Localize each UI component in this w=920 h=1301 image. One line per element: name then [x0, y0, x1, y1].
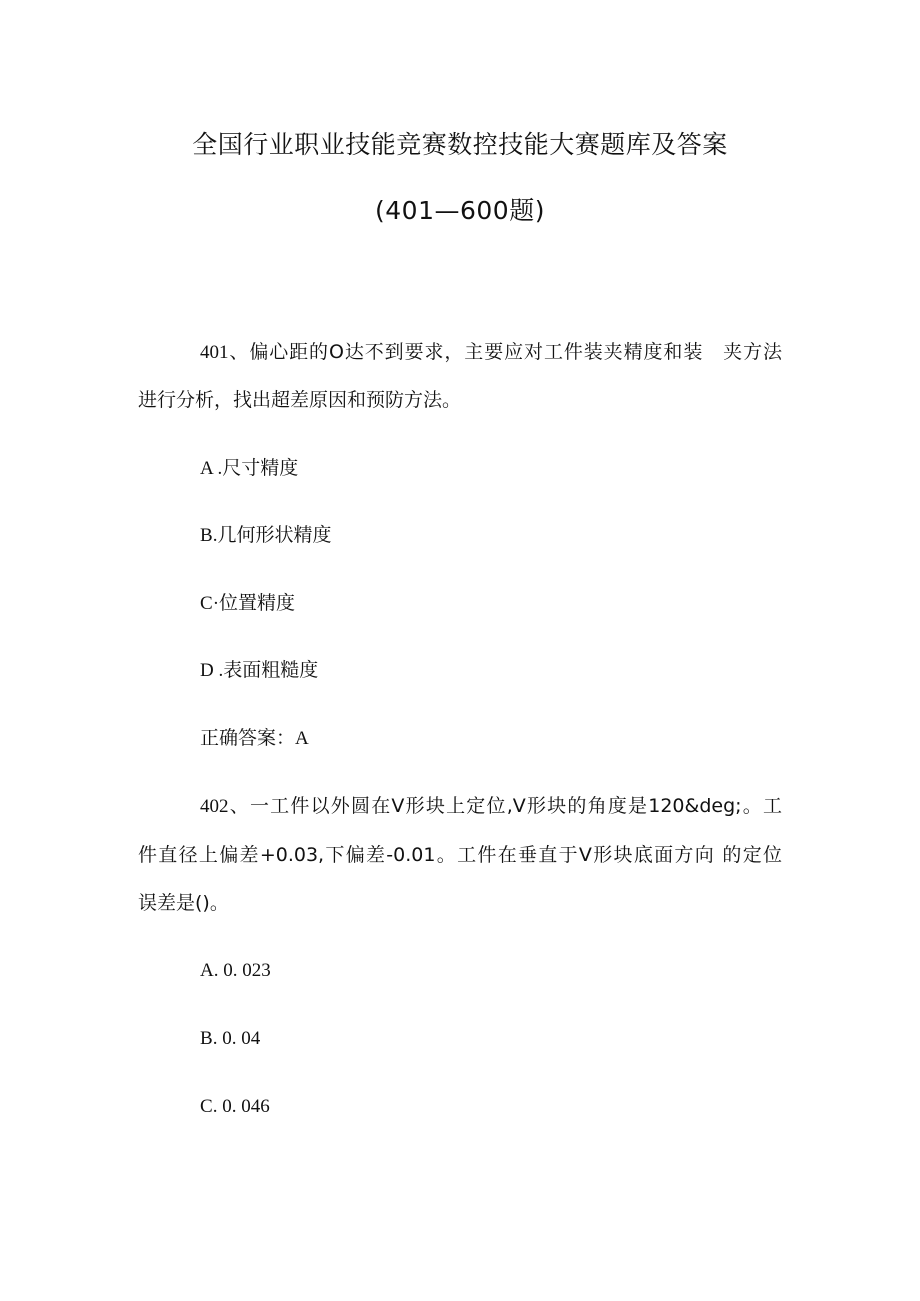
option-letter: B — [200, 525, 213, 546]
question-401-option-c — [200, 589, 295, 618]
option-separator: . — [213, 660, 224, 681]
option-letter: A — [200, 960, 214, 981]
question-402-line-1 — [200, 792, 782, 821]
option-separator: . — [213, 960, 224, 981]
option-separator: . — [212, 525, 218, 546]
option-separator: . — [212, 1028, 223, 1049]
question-402-number: 402、 — [200, 796, 250, 817]
option-text: 0. 04 — [222, 1028, 261, 1049]
option-text: 0. 046 — [222, 1096, 270, 1117]
question-401-answer — [200, 724, 309, 753]
option-letter: C — [200, 1096, 213, 1117]
question-401-option-a — [200, 454, 298, 483]
option-separator: · — [212, 593, 220, 614]
answer-label: 正确答案： — [200, 727, 296, 749]
option-letter: D — [200, 660, 214, 681]
document-title: 全国行业职业技能竞赛数控技能大赛题库及答案 — [192, 130, 728, 159]
question-401-line-1 — [200, 338, 782, 367]
option-separator: . — [212, 1096, 223, 1117]
option-separator: . — [212, 458, 223, 479]
option-text: 尺寸精度 — [222, 457, 299, 479]
option-text: 几何形状精度 — [217, 524, 332, 546]
question-401-option-b — [200, 521, 331, 550]
option-letter: A — [200, 458, 213, 479]
question-402-text-1: 一工件以外圆在V形块上定位,V形块的角度是120&deg;。工 — [249, 795, 782, 817]
document-subtitle: (401—600题) — [375, 196, 545, 225]
option-text: 表面粗糙度 — [223, 659, 319, 681]
question-401-number: 401、 — [200, 342, 250, 363]
question-401-text-1: 偏心距的O达不到要求，主要应对工件装夹精度和装 夹方法 — [249, 341, 782, 363]
question-402-line-3: 误差是()。 — [138, 892, 229, 914]
option-letter: B — [200, 1028, 213, 1049]
answer-value: A — [295, 728, 309, 749]
question-402-option-a — [200, 957, 271, 985]
option-letter: C — [200, 593, 213, 614]
question-402-option-b — [200, 1025, 260, 1053]
question-402-option-c — [200, 1093, 270, 1121]
question-402-line-2: 件直径上偏差+0.03,下偏差-0.01。工件在垂直于V形块底面方向 的定位 — [138, 844, 782, 866]
option-text: 位置精度 — [219, 592, 296, 614]
question-401-option-d — [200, 656, 318, 685]
question-401-line-2: 进行分析，找出超差原因和预防方法。 — [138, 389, 462, 411]
option-text: 0. 023 — [223, 960, 271, 981]
